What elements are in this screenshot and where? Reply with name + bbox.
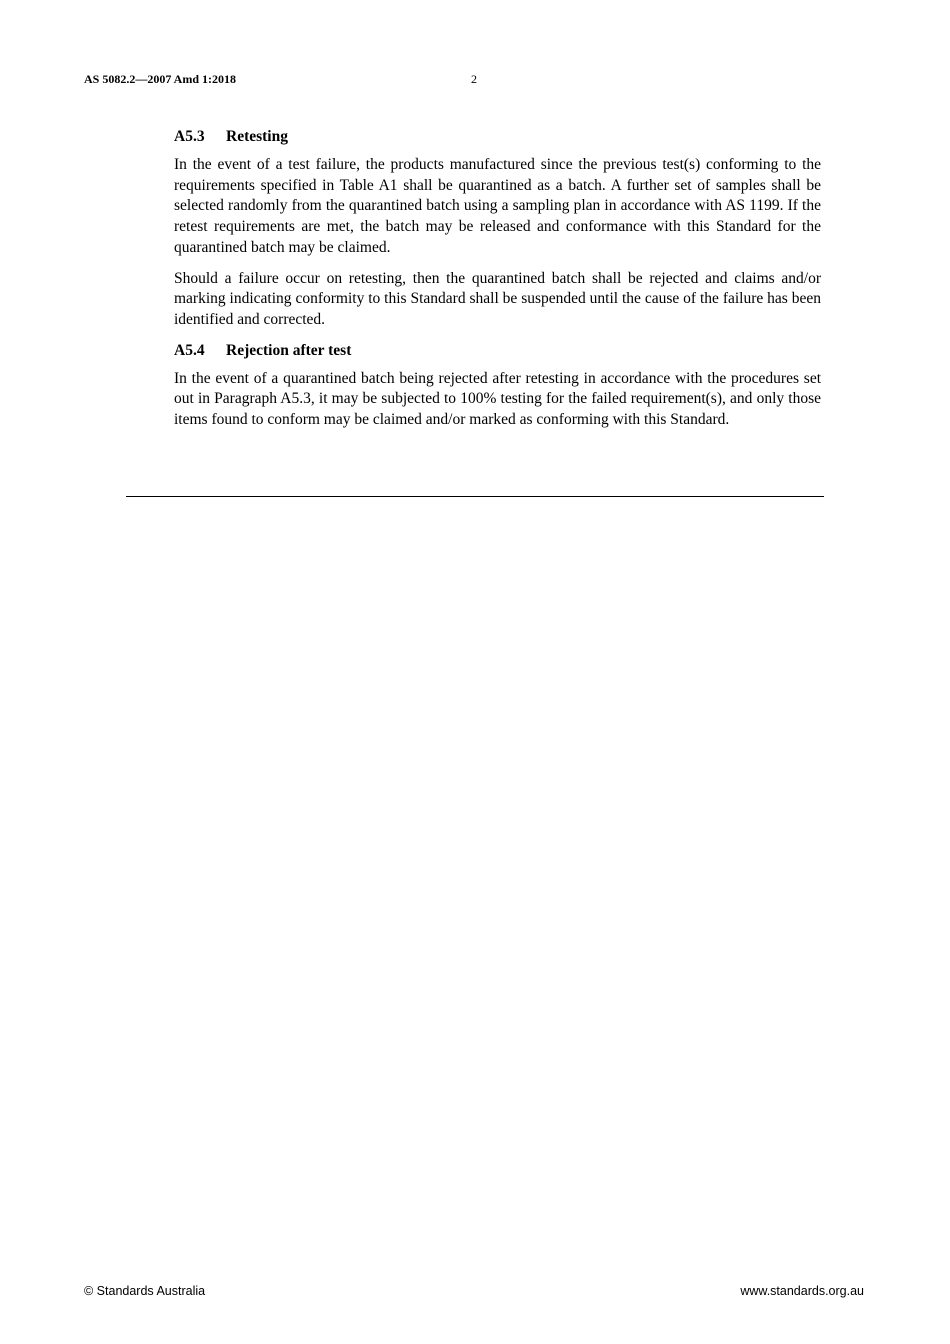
section-a5-3: [174, 127, 821, 331]
document-body: [174, 127, 821, 441]
paragraph: Should a failure occur on retesting, then the quarantined batch shall be rejected and claims and/or marking indicating conformity to this Standard shall be suspended until the cause of the failure has been identified and corrected.: [174, 269, 821, 328]
section-heading: [174, 127, 821, 147]
section-title: Rejection after test: [226, 341, 352, 359]
section-heading: [174, 341, 821, 361]
section-number: A5.3: [174, 128, 205, 145]
page-number: 2: [471, 72, 477, 86]
section-title: Retesting: [226, 128, 288, 145]
footer-copyright: © Standards Australia: [84, 1284, 206, 1298]
standard-reference: AS 5082.2—2007 Amd 1:2018: [84, 72, 237, 86]
end-of-amendment-rule: [126, 496, 824, 497]
section-number: A5.4: [174, 341, 205, 359]
page-header: [84, 72, 866, 90]
footer-website: www.standards.org.au: [740, 1284, 864, 1298]
section-a5-4: [174, 341, 821, 431]
paragraph: In the event of a quarantined batch being rejected after retesting in accordance with the procedures set out in Paragraph A5.3, it may be subjected to 100% testing for the failed requirement(s), and only those items found to conform may be claimed and/or marked as conforming with this Standard.: [174, 369, 821, 429]
paragraph: In the event of a test failure, the products manufactured since the previous test(s) conforming to the requirements specified in Table A1 shall be quarantined as a batch. A further set of samples shall be selected randomly from the quarantined batch using a sampling plan in accordance with AS 1199. If the retest requirements are met, the batch may be released and conformance with this Standard for the quarantined batch may be claimed.: [174, 156, 821, 256]
